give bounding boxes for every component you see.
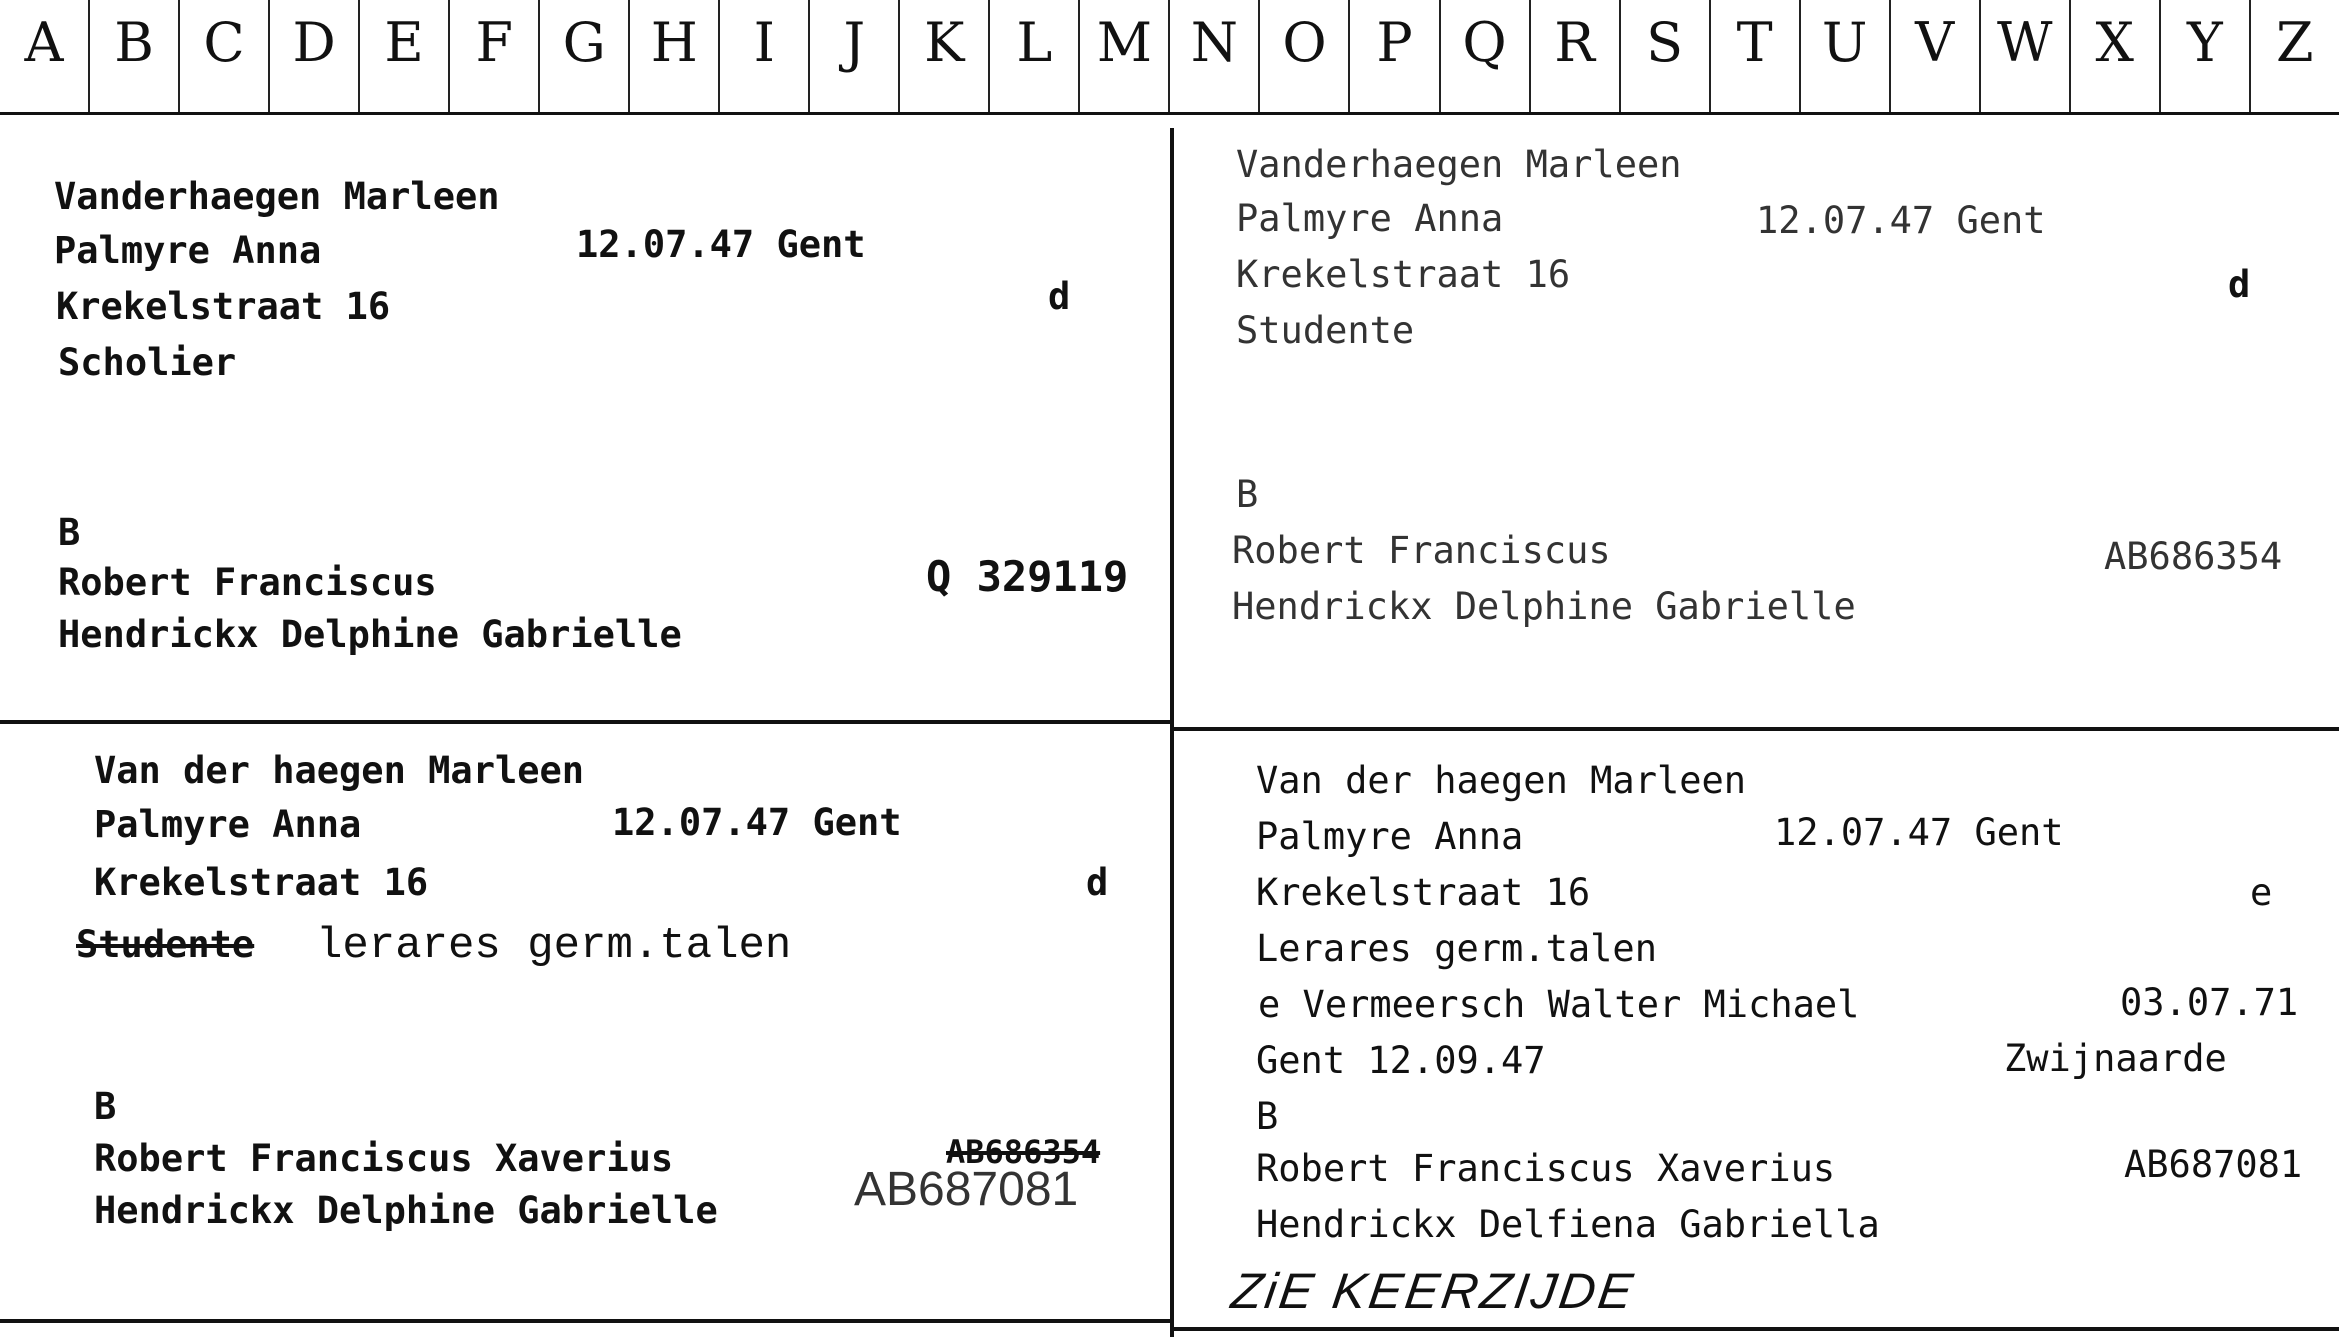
card-father: Robert Franciscus Xaverius	[94, 1137, 674, 1180]
card-name: Van der haegen Marleen	[94, 749, 585, 792]
card-bottom-edge-left	[0, 1319, 1170, 1323]
alphabet-index-strip	[0, 0, 2339, 115]
card-section: B	[58, 511, 81, 554]
alphabet-letter-w: W	[1981, 0, 2071, 112]
alphabet-letter-v: V	[1891, 0, 1981, 112]
alphabet-letter-s: S	[1621, 0, 1711, 112]
card-name: Van der haegen Marleen	[1256, 759, 1747, 802]
card-number: Q 329119	[926, 552, 1129, 601]
card-given-names: Palmyre Anna	[1256, 815, 1524, 858]
card-code: d	[1048, 275, 1071, 318]
card-mother: Hendrickx Delphine Gabrielle	[1232, 585, 1856, 628]
card-father: Robert Franciscus Xaverius	[1256, 1147, 1836, 1190]
alphabet-letter-k: K	[900, 0, 990, 112]
card-address: Krekelstraat 16	[94, 861, 429, 904]
alphabet-letter-z: Z	[2276, 11, 2314, 74]
alphabet-letter-l: L	[990, 0, 1080, 112]
alphabet-letter-i: I	[720, 0, 810, 112]
card-marriage-place: Zwijnaarde	[2004, 1037, 2227, 1080]
card-father: Robert Franciscus	[58, 561, 437, 604]
alphabet-letter-u: U	[1801, 0, 1891, 112]
card-address: Krekelstraat 16	[1256, 871, 1591, 914]
card-spouse-birth: Gent 12.09.47	[1256, 1039, 1546, 1082]
card-section: B	[1256, 1095, 1279, 1138]
alphabet-letter-t: T	[1711, 0, 1801, 112]
alphabet-letter-y: Y	[2161, 0, 2251, 112]
alphabet-letter-o: O	[1260, 0, 1350, 112]
card-birth: 12.07.47 Gent	[576, 223, 866, 266]
card-mother: Hendrickx Delfiena Gabriella	[1256, 1203, 1880, 1246]
card-mother: Hendrickx Delphine Gabrielle	[58, 613, 682, 656]
alphabet-letter-a: A	[0, 0, 90, 112]
card-spouse: e Vermeersch Walter Michael	[1258, 983, 1860, 1026]
card-address: Krekelstraat 16	[56, 285, 391, 328]
alphabet-letter-e: E	[360, 0, 450, 112]
card-marriage-date: 03.07.71	[2120, 981, 2299, 1024]
card-occupation-struck: Studente	[76, 923, 255, 966]
card-divider-vertical	[1170, 128, 1174, 1337]
card-section: B	[1236, 473, 1259, 516]
alphabet-letter-b: B	[90, 0, 180, 112]
card-number: AB686354	[2104, 535, 2283, 578]
alphabet-letter-c: C	[180, 0, 270, 112]
card-given-names: Palmyre Anna	[94, 803, 362, 846]
card-birth: 12.07.47 Gent	[1756, 199, 2046, 242]
card-divider-horizontal-left	[0, 720, 1170, 724]
card-number-new: AB687081	[854, 1163, 1079, 1216]
card-occupation-new: lerares germ.talen	[316, 921, 792, 971]
card-occupation: Studente	[1236, 309, 1415, 352]
alphabet-letter-r: R	[1531, 0, 1621, 112]
card-given-names: Palmyre Anna	[1236, 197, 1504, 240]
card-occupation: Lerares germ.talen	[1256, 927, 1657, 970]
alphabet-letter-h: H	[630, 0, 720, 112]
card-birth: 12.07.47 Gent	[1774, 811, 2064, 854]
card-name: Vanderhaegen Marleen	[1236, 143, 1682, 186]
card-given-names: Palmyre Anna	[54, 229, 322, 272]
alphabet-letter-q: Q	[1441, 0, 1531, 112]
card-section: B	[94, 1085, 117, 1128]
card-number: AB687081	[2124, 1143, 2303, 1186]
alphabet-letter-m: M	[1080, 0, 1170, 112]
card-code: d	[2228, 263, 2251, 306]
card-handwritten-note: ZiE KEERZIJDE	[1228, 1263, 1639, 1319]
card-divider-horizontal-right	[1174, 727, 2339, 731]
card-mother: Hendrickx Delphine Gabrielle	[94, 1189, 718, 1232]
alphabet-letter-n: N	[1170, 0, 1260, 112]
alphabet-letter-p: P	[1350, 0, 1440, 112]
alphabet-letter-d: D	[270, 0, 360, 112]
card-code: d	[1086, 861, 1109, 904]
card-occupation: Scholier	[58, 341, 237, 384]
alphabet-letter-f: F	[450, 0, 540, 112]
alphabet-letter-j: J	[810, 0, 900, 112]
card-birth: 12.07.47 Gent	[612, 801, 902, 844]
card-code: e	[2250, 871, 2273, 914]
card-bottom-edge-right	[1174, 1327, 2339, 1331]
alphabet-letter-x: X	[2071, 0, 2161, 112]
card-name: Vanderhaegen Marleen	[54, 175, 500, 218]
card-number-struck: AB686354	[946, 1133, 1101, 1171]
card-address: Krekelstraat 16	[1236, 253, 1571, 296]
card-father: Robert Franciscus	[1232, 529, 1611, 572]
alphabet-letter-g: G	[540, 0, 630, 112]
